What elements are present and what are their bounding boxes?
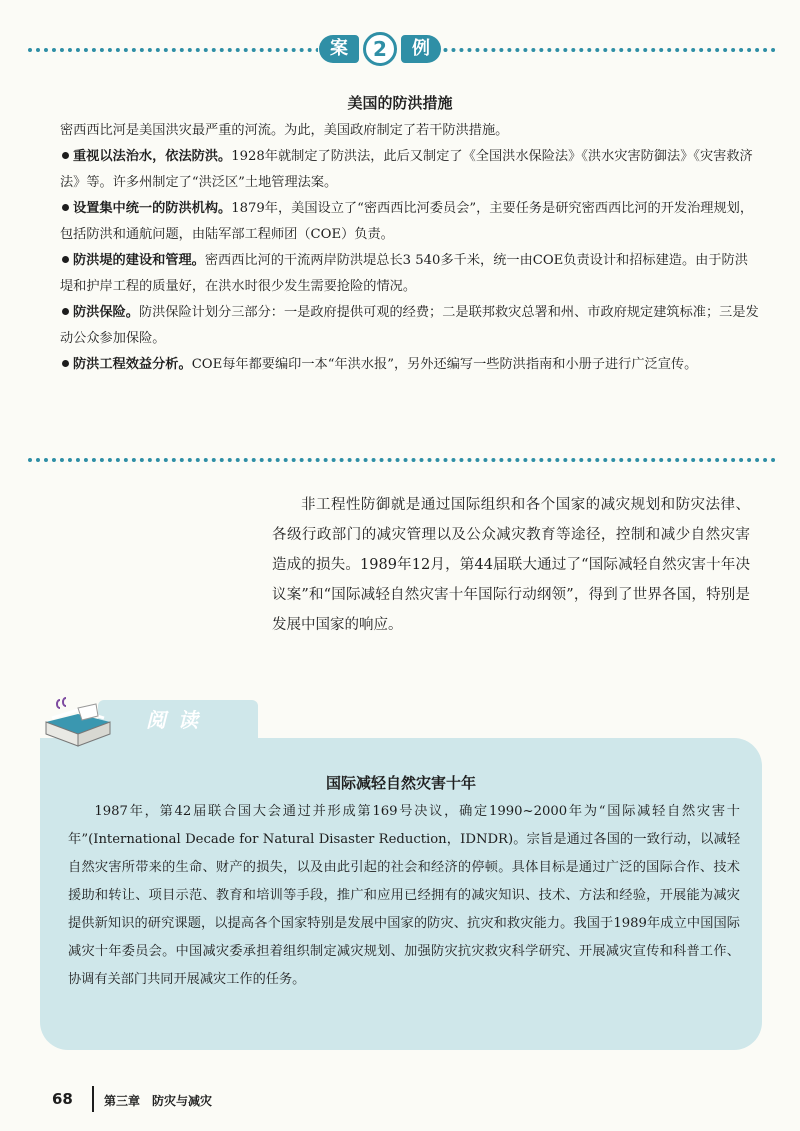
footer-divider <box>92 1086 94 1112</box>
reading-body: 1987年，第42届联合国大会通过并形成第169号决议，确定1990~2000年为“国际减轻自然灾害十年”(International Decade for Natural Disaster Reduction，IDNDR)。宗旨是通过各国的一致行动，以减轻自然灾害所带来的生命、财产的损失，以及由此引起的社会和经济的停顿。具体目标是通过广泛的国际合作、技术援助和转让、项目示范、教育和培训等手段，推广和应用已经拥有的减灾知识、技术、方法和经验，开展能为减灾提供新知识的研究课题，以提高各个国家特别是发展中国家的防灾、抗灾和救灾能力。我国于1989年成立中国国际减灾十年委员会。中国减灾委承担着组织制定减灾规划、加强防灾抗灾救灾科学研究、开展减灾宣传和科普工作、协调有关部门共同开展减灾工作的任务。 <box>68 804 740 987</box>
case-item-heading: 设置集中统一的防洪机构。 <box>73 201 232 216</box>
chapter-title: 第三章 防灾与减灾 <box>104 1094 213 1108</box>
bullet-icon <box>62 204 69 211</box>
book-icon <box>38 694 118 750</box>
case-body <box>60 118 760 378</box>
case-item-text: COE每年都要编印一本“年洪水报”，另外还编写一些防洪指南和小册子进行广泛宣传。 <box>191 357 698 372</box>
reading-tab <box>38 694 262 738</box>
case-item-heading: 防洪堤的建设和管理。 <box>73 253 205 268</box>
case-item-text: 1879年，美国设立了“密西西比河委员会”，主要任务是研究密西西比河的开发治理规划，包括防洪和通航问题，由陆军部工程师团（COE）负责。 <box>60 201 754 242</box>
case-item-text: 防洪保险计划分三部分：一是政府提供可观的经费；二是联邦救灾总署和州、市政府规定建筑标准；三是发动公众参加保险。 <box>60 305 759 346</box>
bullet-icon <box>62 256 69 263</box>
case-item-heading: 重视以法治水，依法防洪。 <box>73 149 232 164</box>
case-item <box>60 300 760 352</box>
case-badge-right: 例 <box>401 35 441 63</box>
reading-title: 国际减轻自然灾害十年 <box>325 774 476 792</box>
case-item-text: 1928年就制定了防洪法，此后又制定了《全国洪水保险法》《洪水灾害防御法》《灾害救济法》等。许多州制定了“洪泛区”土地管理法案。 <box>60 149 753 190</box>
case-item <box>60 352 760 378</box>
case-intro: 密西西比河是美国洪灾最严重的河流。为此，美国政府制定了若干防洪措施。 <box>60 123 509 138</box>
case-badge <box>318 30 442 68</box>
case-badge-number: 2 <box>363 32 397 66</box>
page-number: 68 <box>52 1090 73 1108</box>
bullet-icon <box>62 308 69 315</box>
case-item <box>60 248 760 300</box>
case-title: 美国的防洪措施 <box>347 94 453 112</box>
bullet-icon <box>62 152 69 159</box>
case-bottom-divider <box>28 458 776 462</box>
case-item-text: 密西西比河的干流两岸防洪堤总长3 540多千米，统一由COE负责设计和招标建造。由于防洪堤和护岸工程的质量好，在洪水时很少发生需要抢险的情况。 <box>60 253 748 294</box>
case-item-heading: 防洪保险。 <box>73 305 139 320</box>
case-item <box>60 196 760 248</box>
case-badge-left: 案 <box>319 35 359 63</box>
body-paragraph: 非工程性防御就是通过国际组织和各个国家的减灾规划和防灾法律、各级行政部门的减灾管理以及公众减灾教育等途径，控制和减少自然灾害造成的损失。1989年12月，第44届联大通过了“国际减轻自然灾害十年决议案”和“国际减轻自然灾害十年国际行动纲领”，得到了世界各国，特别是发展中国家的响应。 <box>272 497 750 633</box>
case-item <box>60 144 760 196</box>
case-item-heading: 防洪工程效益分析。 <box>73 357 192 372</box>
reading-tab-label: 阅读 <box>146 708 210 732</box>
bullet-icon <box>62 360 69 367</box>
